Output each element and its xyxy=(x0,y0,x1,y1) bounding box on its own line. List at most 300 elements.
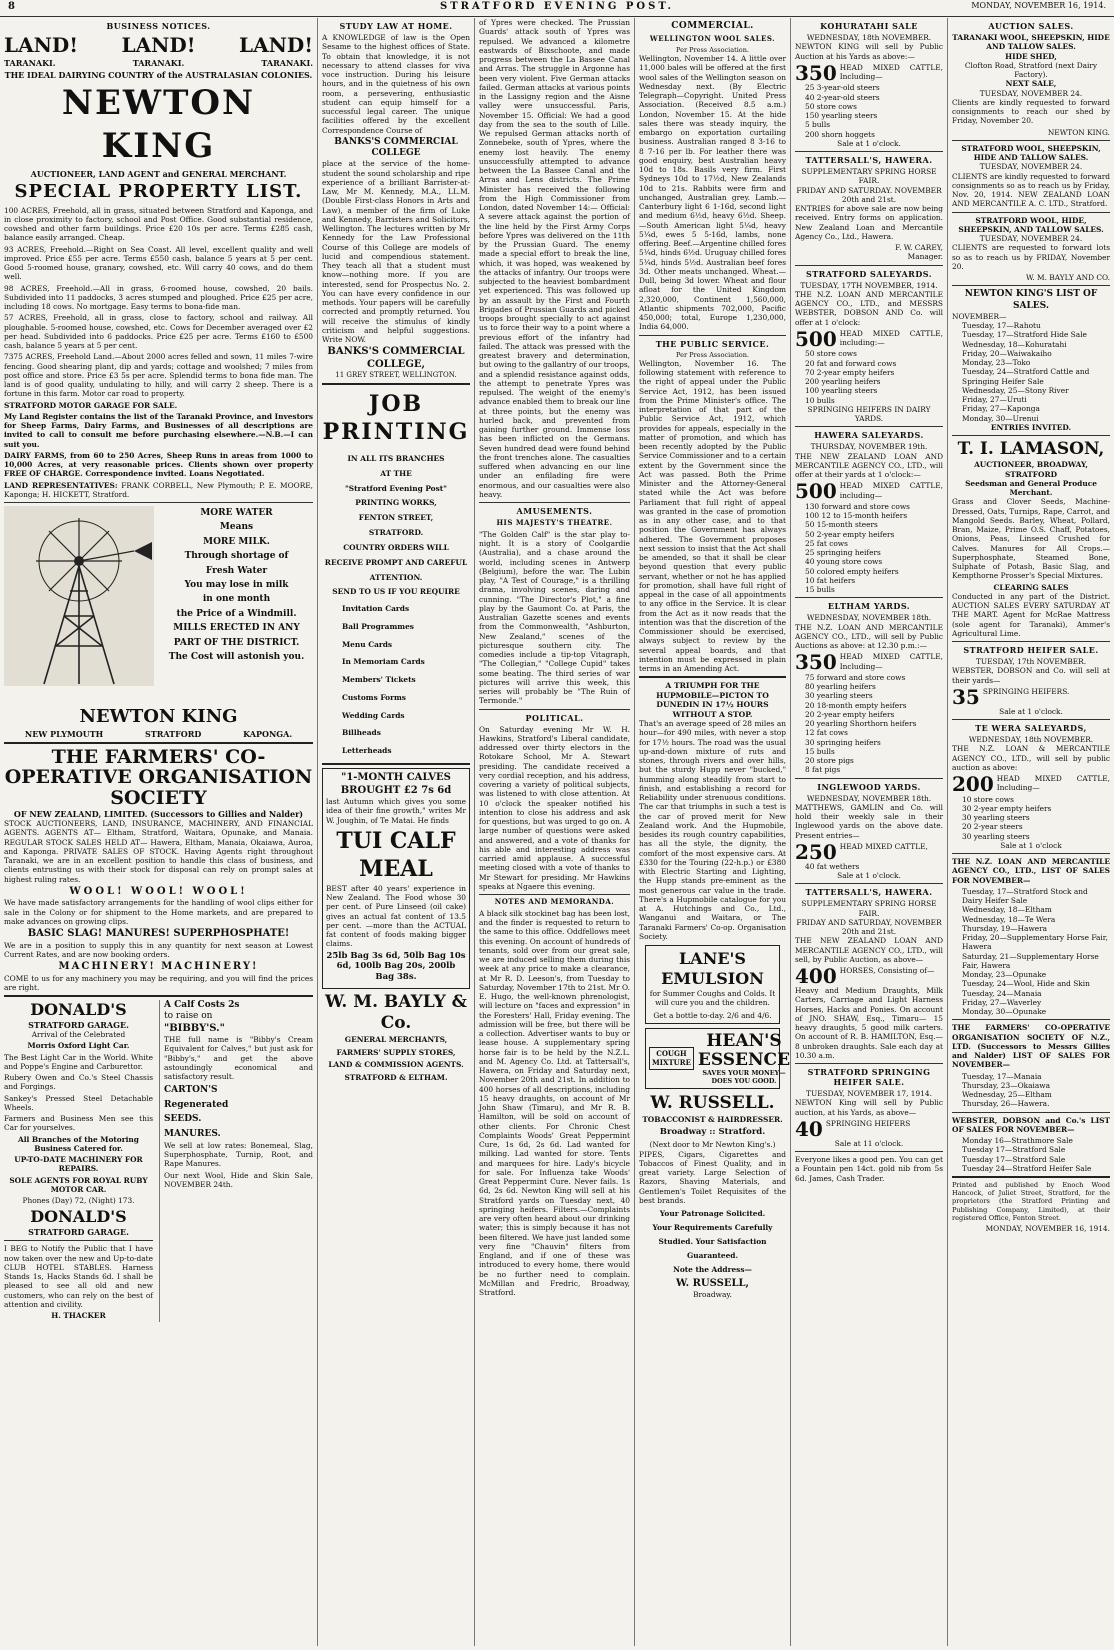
heifer-body: NEWTON King will sell by Public auction, at his Yards, as above— xyxy=(795,1098,943,1117)
wool-body: We have made satisfactory arrangements for the handling of wool clips either for sale in the Colony or for shipment to the Home markets, and are prepared to make advances on growing clips. xyxy=(4,898,313,926)
carey-name: F. W. CAREY, xyxy=(895,243,943,252)
hawera-date: THURSDAY, NOVEMBER 19th. xyxy=(810,442,928,452)
machinery-heading: MACHINERY! MACHINERY! xyxy=(58,961,259,973)
eltham-header: ELTHAM YARDS. xyxy=(827,601,911,612)
eltham-items xyxy=(795,673,943,775)
sale-list-item: Wednesday, 18—Kohuratahi xyxy=(962,339,1067,349)
fountain-pen-notice: Everyone likes a good pen. You can get a Fountain pen 14ct. gold nib from 5s 6d. James, Cash Trader. xyxy=(795,1155,943,1183)
ideal-dairying: THE IDEAL DAIRYING COUNTRY of the AUSTRALASIAN COLONIES. xyxy=(4,70,313,80)
te-wera-time: Sale at 1 o'clock xyxy=(1000,840,1062,850)
carey-title: Manager. xyxy=(907,252,943,262)
sale-item: 30 2-year empty heifers xyxy=(962,803,1052,813)
sale-list-item: Wednesday, 25—Eltham xyxy=(962,1090,1052,1099)
label-line: MIXTURE xyxy=(652,1057,691,1067)
heifer-sale-body: WEBSTER, DOBSON and Co. will sell at their yards— xyxy=(952,666,1110,685)
supp-fair-title: SUPPLEMENTARY SPRING HORSE FAIR. xyxy=(801,167,937,186)
sale-list-item: Tuesday 17—Stratford Sale xyxy=(962,1154,1066,1164)
sale-item: 8 fat pigs xyxy=(805,765,841,775)
kohuratahi-body: NEWTON KING will sell by Public Auction at his Yards as above:— xyxy=(795,42,943,61)
heans-sub: SAVES YOUR MONEY—DOES YOU GOOD. xyxy=(702,1069,786,1086)
stratford-hide-body: CLIENTS are requested to forward lots so as to reach us by FRIDAY, November 20. xyxy=(952,243,1110,271)
fcos-list xyxy=(952,1072,1110,1109)
te-wera-date: WEDNESDAY, 18th NOVEMBER. xyxy=(968,735,1094,744)
wd-list-title: WEBSTER, DOBSON and Co.'s LIST OF SALES FOR NOVEMBER— xyxy=(952,1115,1110,1134)
lanes-price: Get a bottle to-day. 2/6 and 4/6. xyxy=(653,1010,772,1020)
job-item: Menu Cards xyxy=(342,639,393,649)
sale-list-item: Tuesday, 24—Manaia xyxy=(962,988,1042,998)
sale-item: 20 yearling Shorthorn heifers xyxy=(805,719,917,728)
sale-list-item: Friday, 20—Waiwakaiho xyxy=(962,348,1052,358)
sale-item: 130 forward and store cows xyxy=(805,501,910,511)
land-word: LAND! xyxy=(121,33,196,57)
kohuratahi-date: WEDNESDAY, 18th NOVEMBER. xyxy=(806,33,932,42)
carton-line: MANURES. xyxy=(164,1128,221,1139)
sale-item: 12 fat cows xyxy=(805,728,848,738)
sale-item: 50 colored empty heifers xyxy=(805,566,899,576)
sale-item: 20 2-year empty heifers xyxy=(805,709,895,719)
press-association: Per Press Association. xyxy=(676,350,749,359)
auctioneer-line: AUCTIONEER, LAND AGENT and GENERAL MERCHANT. xyxy=(30,169,287,179)
carton-line: Regenerated xyxy=(164,1099,229,1110)
donalds-line: Phones (Day) 72, (Night) 173. xyxy=(22,1196,135,1206)
sale-list-item: Monday, 30—Opunake xyxy=(962,1007,1047,1016)
stratford-heifer-sale-header: STRATFORD HEIFER SALE. xyxy=(963,645,1099,655)
calf-title: A Calf Costs 2s xyxy=(164,1000,240,1011)
sale-item: 200 yearling heifers xyxy=(805,377,881,386)
column-3 xyxy=(475,18,635,1646)
te-wera-head: HEAD MIXED CATTLE, Including— xyxy=(996,774,1110,793)
page-number: 8 xyxy=(8,1,15,12)
te-wera-header: TE WERA SALEYARDS, xyxy=(975,723,1087,733)
stratford-head: HEAD MIXED CATTLE, including:— xyxy=(839,328,943,347)
sale-list-item: Thursday, 23—Okaiawa xyxy=(962,1080,1051,1090)
nk-list-title: NEWTON KING'S LIST OF SALES. xyxy=(964,289,1098,311)
sale-item: 80 yearling heifers xyxy=(805,682,876,691)
windmill-icon xyxy=(4,506,154,686)
windmill-footer-name: NEWTON KING xyxy=(79,706,238,727)
theatre-header: HIS MAJESTY'S THEATRE. xyxy=(496,518,613,527)
kohuratahi-time: Sale at 1 o'clock. xyxy=(837,138,901,148)
job-item: Billheads xyxy=(342,728,381,738)
land-word: LAND! xyxy=(239,33,313,57)
eltham-date: WEDNESDAY, NOVEMBER 18th. xyxy=(806,613,932,623)
horses-head: HORSES, Consisting of— xyxy=(839,966,935,975)
donalds-footer-sub: STRATFORD GARAGE. xyxy=(28,1227,129,1238)
windmill-line: You may lose in milk xyxy=(184,579,289,590)
windmill-line: MORE MILK. xyxy=(203,536,270,547)
inglewood-time: Sale at 1 o'clock. xyxy=(837,871,901,880)
russell-footer: W. RUSSELL, xyxy=(675,1277,750,1289)
representatives: FRANK CORBELL, New Plymouth; P. E. MOORE, Kaponga; H. HICKETT, Stratford. xyxy=(4,480,313,499)
machinery-body: COME to us for any machinery you may be requiring, and you will find the prices are right. xyxy=(4,973,313,992)
sale-list-item: Wednesday, 18—Te Wera xyxy=(962,914,1056,924)
heifer-sale-time: Sale at 1 o'clock. xyxy=(999,706,1063,716)
amusements-header: AMUSEMENTS. xyxy=(516,506,593,516)
horses-body: Heavy and Medium Draughts, Milk Carters, Carriage and Light Harness Horses, Hacks and Ponies. On account of JNO. SHAW, Esq., Timaru— 15 heavy draughts, 5 good milk carters. On account of R. B. HAMILTON, Esq.— 8 unbroken draughts. Sale each day at 10.30 a.m. xyxy=(795,986,943,1060)
special-property-list: SPECIAL PROPERTY LIST. xyxy=(14,181,303,202)
property-listing: 100 ACRES, Freehold, all in grass, situated between Stratford and Kaponga, and in close proximity to factory, school and Post Office. Good substantial residence, cowshed and other farm buildings. Price £20 10s per acre. Terms £285 cash, balance easily arranged. Cheap. xyxy=(4,205,313,243)
stratford-wool-date: TUESDAY, NOVEMBER 24. xyxy=(979,162,1083,172)
windmill-line: The Cost will astonish you. xyxy=(168,651,305,662)
wool-report: Wellington, November 14. A little over 11,000 bales will be offered at the first wool sales of the Wellington season on Wednesday next. (By Electric Telegraph—Copyright. United Press Association. (Received 8.5 a.m.) London, November 15. At the hide sales there was steady inquiry, the embargo on exportation curtailing business. Australian ranged 8 3-16 to 8 7-16 per lb. For leather there was good enquiry, best Australian heavy 10d to 18s. Basils very firm. First Sydneys 10d to 17½d, New Zealands 10d to 21s. Rabbits were firm and unchanged, Australian grey. Lamb.—Canterbury light 6 1-16d, second light and medium 6½d, heavy 6½d. Sheep.—South American light 5¼d, heavy 5¼d, ewes 5 5-16d, lambs, none offering. Beef.—Argentine chilled fores 5¼d, hinds 6½d. Uruguay chilled fores 5¼d, hinds 5½d. Australian beef fores 3d. Other meats unchanged. Wheat.—Dull, being 3d lower. Wheat and flour afloat for the United Kingdom 2,320,000, Continent 1,560,000, Atlantic shipments 702,000, Pacific 450,000; total, Europe 1,230,000, India 64,000. xyxy=(639,54,786,332)
sale-list-item: Tuesday, 17—Stratford Hide Sale xyxy=(962,330,1087,340)
imprint-date: MONDAY, NOVEMBER 16, 1914. xyxy=(985,1224,1110,1234)
job-line: ATTENTION. xyxy=(369,572,423,582)
stratford-wool-body: CLIENTS are kindly requested to forward consignments so as to reach us by Friday, Nov. 20, 1914. NEW ZEALAND LOAN AND MERCANTILE A. C. LTD., Stratford. xyxy=(952,171,1110,209)
stratford-items xyxy=(795,349,943,405)
sale-list-item: Tuesday, 24—Wool, Hide and Skin xyxy=(962,979,1090,989)
nk-list xyxy=(952,321,1110,423)
land-word: LAND! xyxy=(4,33,78,57)
hawera-count: 500 xyxy=(795,479,837,504)
sale-item: 10 fat heifers xyxy=(805,575,856,585)
sale-list-item: Tuesday 17—Stratford Sale xyxy=(962,1145,1066,1155)
inglewood-date: WEDNESDAY, NOVEMBER 18th. xyxy=(806,793,932,803)
law-body: A KNOWLEDGE of law is the Open Sesame to the highest offices of State. To obtain that knowledge, it is not necessary to attend classes for viva voce instruction. During his leisure hours, and in the quietness of his own room, a persevering, enthusiastic student can equip himself for a successful legal career. The unique facilities offered by the excellent Correspondence Course of xyxy=(322,33,470,135)
next-sale-body: Clients are kindly requested to forward consignments to reach our shed by Friday, November 20. xyxy=(952,97,1110,126)
tui-title: TUI CALF MEAL xyxy=(336,827,456,883)
land-banner xyxy=(4,33,313,58)
dairy-farms: DAIRY FARMS, from 60 to 250 Acres, Sheep Runs in areas from 1000 to 10,000 Acres, at very reasonable prices. Clients shown over property FREE OF CHARGE. Correspondence invited. Loans Negotiated. xyxy=(4,450,313,479)
carton-body: We sell at low rates: Bonemeal, Slag, Superphosphate, Turnip, Root, and Rape Manures. xyxy=(164,1140,313,1169)
label-line: COUGH xyxy=(656,1048,687,1058)
sale-item: 25 springing heifers xyxy=(805,548,881,557)
tui-prices: 25lb Bag 3s 6d, 50lb Bag 10s 6d, 100lb Bag 20s, 200lb Bag 38s. xyxy=(326,950,466,982)
issue-date: MONDAY, NOVEMBER 16, 1914. xyxy=(971,1,1106,10)
public-service-body: Wellington, November 16. The following statement with reference to the right of appeal under the Public Service Act, 1912, has been issued from the Prime Minister's office. The interpretation of that part of the Public Service Act, 1912, which provides for appeals, especially in the matter of promotion, and which has been recently adopted by the Public Service Commissioner and to a certain extent by the Government since the Act was passed. Both the Prime Minister and the Attorney-General stated while the Act was before Parliament that full right of appeal was granted in the case of promotion as in any other case, and to that position the Government has always adhered. The Government proposes next session to insist that the Act shall be amended, so that it shall be clear beyond question that every public servant, whether or not he has applied for promotion, shall have full right of appeal in the case of all appointments to any office in the Service. It is clear from the Act as it now reads that the intention was that the discretion of the Commissioner should be exercised, always subject to review by the several appeal boards, and that intention must be expressed in plain terms in an Amending Act. xyxy=(639,358,786,673)
sale-item: 20 fat and forward cows xyxy=(805,358,897,368)
sale-item: 100 12 to 15-month heifers xyxy=(805,511,908,520)
political-header: POLITICAL. xyxy=(525,712,584,723)
job-line: PRINTING WORKS, xyxy=(355,498,437,508)
te-wera-items xyxy=(952,795,1110,841)
kohuratahi-items xyxy=(795,83,943,139)
russell-body: PIPES, Cigars, Cigarettes and Tobaccos of Finest Quality, and in great variety. Large Selection of Razors, Shaving Materials, and Gentlemen's Toilet Requisites of the best brands. xyxy=(639,1149,786,1205)
carton-line: SEEDS. xyxy=(164,1114,202,1125)
stratford-body: THE N.Z. LOAN AND MERCANTILE AGENCY CO., LTD., and MESSRS WEBSTER, DOBSON AND Co. will offer at 1 o'clock: xyxy=(795,289,943,327)
te-wera-count: 200 xyxy=(952,772,994,796)
sale-list-item: Tuesday, 17—Rahotu xyxy=(962,321,1041,330)
law-title: STUDY LAW AT HOME. xyxy=(339,21,453,31)
lanes-title: LANE'S EMULSION xyxy=(661,949,764,989)
sale-item: 30 springing heifers xyxy=(805,737,881,747)
taranaki-word: TARANAKI. xyxy=(132,58,185,68)
imprint: Printed and published by Enoch Wood Hancock, of Juliet Street, Stratford, for the proprietors (the Stratford Printing and Publishing Company, Limited), at their registered Office, Fenton Street. xyxy=(952,1181,1110,1222)
sale-list-item: Wednesday, 25—Stony River xyxy=(962,385,1069,395)
sale-item: 30 yearling steers xyxy=(962,813,1030,822)
sale-list-item: Wednesday, 18—Eltham xyxy=(962,905,1052,915)
sale-list-item: Friday, 27—Uruti xyxy=(962,395,1027,404)
sale-list-item: Tuesday, 17—Manaia xyxy=(962,1071,1042,1081)
job-item: Ball Programmes xyxy=(342,621,414,631)
nzl-list xyxy=(952,887,1110,1017)
sale-item: 100 yearling steers xyxy=(805,386,878,396)
russell-next-door: (Next door to Mr Newton King's.) xyxy=(649,1140,776,1150)
fcos-subtitle: OF NEW ZEALAND, LIMITED. (Successors to Gillies and Nalder) xyxy=(13,809,304,820)
supp-fair-date: FRIDAY AND SATURDAY. NOVEMBER 20th and 21st. xyxy=(796,185,942,204)
column-5 xyxy=(791,18,948,1646)
nzl-list-title: THE N.Z. LOAN AND MERCANTILE AGENCY CO., LTD., LIST OF SALES FOR NOVEMBER— xyxy=(952,857,1110,885)
press-association: Per Press Association. xyxy=(676,46,749,54)
sale-item: 50 2-year empty heifers xyxy=(805,529,895,539)
commercial-header: COMMERCIAL. xyxy=(671,21,754,31)
hawera-saleyards-header: HAWERA SALEYARDS. xyxy=(814,430,924,441)
sale-item: 25 3-year-old steers xyxy=(805,83,880,93)
property-listing: 7375 ACRES, Freehold Land.—About 2000 acres felled and sown, 11 miles 7-wire fencing. Good shearing plant, dip and yards; cottage and woolshed; 7 miles from post office and store. Price £3 5s per acre. Splendid terms to bona fide man. The land is of good quality, undulating to hilly, and will carry 2 sheep. There is a fortune in this farm. Motor car road to property. xyxy=(4,352,313,399)
taranaki-word: TARANAKI. xyxy=(261,58,313,68)
newspaper-title: STRATFORD EVENING POST. xyxy=(440,1,674,12)
calf-sub: to raise on xyxy=(164,1011,213,1022)
column-4 xyxy=(635,18,791,1646)
fcos-list-title: THE FARMERS' CO-OPERATIVE ORGANISATION SOCIETY OF N.Z., LTD. (Successors to Messrs Gillies and Nalder) LIST OF SALES FOR NOVEMBER— xyxy=(952,1023,1110,1070)
job-item: Letterheads xyxy=(342,746,392,756)
eltham-head: HEAD MIXED CATTLE, Including— xyxy=(839,652,943,671)
heifer-sale-count: 35 xyxy=(952,684,980,709)
hawera-items xyxy=(795,502,943,595)
sale-list-item: Friday, 27—Waverley xyxy=(962,997,1042,1007)
bibbys-ad xyxy=(159,1000,313,1322)
russell-address: Broadway :: Stratford. xyxy=(659,1126,766,1137)
fcos-title: THE FARMERS' CO-OPERATIVE ORGANISATION SOCIETY xyxy=(4,745,313,810)
carton-line: CARTON'S xyxy=(164,1085,218,1096)
stratford-count: 500 xyxy=(795,326,837,351)
place-name: NEW PLYMOUTH xyxy=(24,728,104,739)
sale-item: 200 shorn hoggets xyxy=(805,129,875,139)
lamason-sub: AUCTIONEER, BROADWAY, STRATFORD xyxy=(974,460,1088,479)
sale-list-item: Monday 16—Strathmore Sale xyxy=(962,1136,1073,1145)
taranaki-word: TARANAKI. xyxy=(4,58,56,68)
heifer-date: TUESDAY, NOVEMBER 17, 1914. xyxy=(806,1089,932,1098)
sale-item: 50 store cows xyxy=(805,101,857,111)
sale-list-item: Monday, 23—Toko xyxy=(962,358,1031,367)
bayly-title: W. M. BAYLY & Co. xyxy=(324,991,468,1033)
tattersalls-header: TATTERSALL'S, HAWERA. xyxy=(805,155,933,165)
sale-item: 20 18-month empty heifers xyxy=(805,700,907,710)
windmill-line: MILLS ERECTED IN ANY PART OF THE DISTRICT. xyxy=(173,623,300,648)
lower-ads xyxy=(4,1000,313,1322)
sale-list-item: Friday, 20—Supplementary Horse Fair, Hawera xyxy=(962,933,1108,952)
notes-body: A black silk stockinet bag has been lost, and the finder is requested to return to the same to this office. Oddfellows meet this evening. On account of hundreds of tenants, sold over from our great sale, we are induced selling them during this week at any price to make a clearance, at Mr R. D. Leeson's, from Tuesday to Saturday, November 17th to 21st. Mr O. E. Hugo, the well-known phrenologist, will lecture on "faces and expression" in the Foresters' Hall, Friday evening. The admission will be free, but there will be a collection. Advertiser wants to buy or lease house. A supplementary spring horse fair is to be held by the N.Z.L. and M. Agency Co. Ltd. at Tattersall's, Hawera, on Friday and Saturday next, November 20th and 21st. In addition to 400 horses of all descriptions, including 15 heavy draughts, on account of Mr John Shaw (Timaru), and Mr R. B. Hamilton, will be sold on account of other clients. For Chronic Chest Complaints Woods' Great Peppermint Cure, 1s 6d, 2s 6d. Lad wanted for milking. Lad wanted for store. Tents and marquees for hire. Lady's bicycle for sale. For Influenza take Woods' Great Peppermint Cure. Never fails. 1s 6d, 2s 6d. Newton King will sell at his Stratford yards on Tuesday next, 40 springing heifers. Filters.—Complaints are very often heard about our drinking water; this is simply because it has not been filtered. We have just landed some very fine "Chauvin" filters from England, and if one of these was introduced to every home, there would be no further need to complain. McMillan and Fredric, Broadway, Stratford. xyxy=(479,908,630,1297)
business-notices-header: BUSINESS NOTICES. xyxy=(106,21,211,31)
heifer-count: 40 xyxy=(795,1116,823,1141)
job-line: AT THE xyxy=(380,468,412,478)
representatives-label: LAND REPRESENTATIVES: xyxy=(4,480,118,490)
land-register: My Land Register contains the list of the Taranaki Province, and Investors for Sheep Farms, Dairy Farms, and Businesses of all descriptions are invited to call to consult me before purchasing elsewhere.—N.B.—I can suit you. xyxy=(4,411,313,449)
job-line: "Stratford Evening Post" xyxy=(344,483,448,493)
stratford-wool-title: STRATFORD WOOL, SHEEPSKIN, HIDE AND TALLOW SALES. xyxy=(961,143,1101,162)
job-line: STRATFORD. xyxy=(368,528,424,538)
windmill-line: Means xyxy=(219,522,254,533)
newton-king-sign: NEWTON KING. xyxy=(1047,127,1110,137)
russell-footer-2: Broadway. xyxy=(693,1290,732,1299)
sale-item: 150 yearling steers xyxy=(805,111,878,120)
banks-title: BANKS'S COMMERCIAL COLLEGE xyxy=(334,136,458,158)
lamason-title: T. I. LAMASON, xyxy=(957,439,1105,459)
bayly-line: GENERAL MERCHANTS, xyxy=(344,1035,448,1045)
sale-list-item: Tuesday 24—Stratford Heifer Sale xyxy=(962,1163,1092,1173)
entries-invited: ENTRIES INVITED. xyxy=(990,422,1072,432)
donalds-line: UP-TO-DATE MACHINERY FOR REPAIRS. xyxy=(14,1155,143,1174)
column-2 xyxy=(318,18,475,1646)
stratford-heifer-header: STRATFORD SPRINGING HEIFER SALE. xyxy=(807,1067,931,1087)
property-listing: 57 ACRES, Freehold, all in grass, close to factory, school and railway. All ploughable. 5-roomed house, cowshed, etc. Cows for December averaged over £2 per head. Subdivided into 6 paddocks. Price £25 per acre. Terms £160 to £500 cash, balance 5 years at 5 per cent. xyxy=(4,313,313,350)
donalds-line: All Branches of the Motoring Business Catered for. xyxy=(18,1134,139,1153)
wool-sales-header: WELLINGTON WOOL SALES. xyxy=(649,34,776,44)
kohuratahi-count: 350 xyxy=(795,60,837,85)
column-1 xyxy=(0,18,318,1646)
russell-title: W. RUSSELL. xyxy=(650,1093,775,1114)
russell-line: Note the Address— xyxy=(673,1265,752,1275)
job-items xyxy=(322,600,470,760)
tattersalls-2-header: TATTERSALL'S, HAWERA. xyxy=(805,887,933,898)
inglewood-items xyxy=(795,862,943,871)
russell-lines xyxy=(639,1207,786,1277)
hide-shed-address: Clofton Road, Stratford (next Dairy Factory). xyxy=(964,60,1098,79)
windmill-line: MORE WATER xyxy=(200,508,273,518)
clearing-sales: CLEARING SALES xyxy=(993,582,1069,592)
carton-lines xyxy=(164,1083,313,1141)
bayly-line: LAND & COMMISSION AGENTS. xyxy=(328,1060,464,1070)
newton-king-title: NEWTON KING xyxy=(61,83,256,166)
wool-heading: WOOL! WOOL! WOOL! xyxy=(69,885,248,897)
sale-item: 30 yearling steers xyxy=(805,691,873,701)
heans-essence-ad xyxy=(645,1028,791,1089)
lamason-seeds: Seedsman and General Produce Merchant. xyxy=(965,478,1097,497)
job-line: FENTON STREET, xyxy=(358,513,434,523)
taranaki-row xyxy=(4,58,313,68)
sale-list-item: Tuesday, 17—Stratford Stock and Dairy Heifer Sale xyxy=(962,886,1088,905)
sale-list-item: Thursday, 19—Hawera xyxy=(962,923,1048,933)
job-lines xyxy=(322,452,470,600)
banks-address: 11 GREY STREET, WELLINGTON. xyxy=(335,371,457,380)
bayly-lines xyxy=(322,1034,470,1084)
auction-sales-header: AUCTION SALES. xyxy=(988,21,1074,31)
basic-slag-heading: BASIC SLAG! MANURES! SUPERPHOSPHATE! xyxy=(27,928,290,940)
hawera-head: HEAD MIXED CATTLE, including— xyxy=(839,481,943,500)
sale-item: 40 fat wethers xyxy=(805,861,860,871)
hupmobile-title: A TRIUMPH FOR THE HUPMOBILE—PICTON TO DUNEDIN IN 17½ HOURS WITHOUT A STOP. xyxy=(656,681,769,719)
sale-item: 50 15-month steers xyxy=(805,520,878,530)
wd-list xyxy=(952,1136,1110,1173)
stratford-hide-title: STRATFORD WOOL, HIDE, SHEEPSKIN, AND TALLOW SALES. xyxy=(958,215,1104,234)
inglewood-head: HEAD MIXED CATTLE, xyxy=(839,841,928,851)
sale-item: 10 bulls xyxy=(805,395,835,405)
kohuratahi-head: HEAD MIXED CATTLE, Including— xyxy=(839,62,943,81)
springing-heifers: SPRINGING HEIFERS IN DAIRY YARDS. xyxy=(807,404,931,423)
calves-title: "1-MONTH CALVES BROUGHT £2 7s 6d xyxy=(340,772,452,796)
job-item: In Memoriam Cards xyxy=(342,657,425,667)
sale-item: 25 fat cows xyxy=(805,538,848,548)
donalds-line: Farmers and Business Men see this Car for yourselves. xyxy=(4,1114,153,1133)
place-name: KAPONGA. xyxy=(243,728,293,739)
job-line: IN ALL ITS BRANCHES xyxy=(347,454,445,463)
windmill-line: Through shortage of xyxy=(184,551,289,562)
war-report: of Ypres were checked. The Prussian Guards' attack south of Ypres was repulsed. We advanced a kilometre eastwards of Bixschoote, and made progress between the La Bassee Canal and Arras. The struggle in Argonne has been very violent. Five German attacks failed. German attacks at various points in the Lassigny region and the Aisne valley were unsuccessful. Paris, November 15. Official: We had a good day from the sea to the south of Lille. We repulsed German attacks north of Zonnebeke, south of Ypres, where the enemy lost heavily. The enemy unsuccessfully attempted to advance between the La Bassee Canal and the Arras and Lens districts. The Prime Minister has received the following from the High Commissioner from London, dated November 14:— Official: A severe attack against the portion of the line held by the First Army Corps before Ypres was delivered on the 11th by the Prussian Guard. The enemy made a special effort to break the line, which, it was hoped, was weakened by the attacks of infantry. Our troops were subjected to the heaviest bombardment yet experienced. This was followed up by an assault by the First and Fourth Brigades of Prussian Guards and picked troops brought specially to act against us to force their way to a point where a previous effort of the infantry had failed. The attack was pressed with the greatest bravery and determination, but owing to the gallantry of our troops, and a splendid resistance against odds, the attempt to penetrate Ypres was repulsed. The weight of the enemy's advance enabled them to break our line at three points, but the enemy was hurled back, and prevented from gaining further ground. Immense loss has been inflicted on the Germans. Seven hundred dead were found behind the front trenches alone. The casualties suffered when advancing en our line under an enfilading fire were enormous, and our casualties were also heavy. xyxy=(479,18,630,499)
bibbys-body: THE full name is "Bibby's Cream Equivalent for Calves," but just ask for "Bibby's," and get the above astoundingly economical and satisfactory result. xyxy=(164,1035,313,1082)
hawera-body: THE NEW ZEALAND LOAN AND MERCANTILE AGENCY CO., LTD., will offer at their yards at 1 o'clock:— xyxy=(795,451,943,479)
eltham-count: 350 xyxy=(795,650,837,675)
sale-item: 40 young store cows xyxy=(805,557,883,567)
donalds-line: Arrival of the Celebrated xyxy=(31,1030,126,1040)
bibbys-name: "BIBBY'S." xyxy=(164,1022,225,1034)
supp-fair-2-body: THE NEW ZEALAND LOAN AND MERCANTILE AGENCY CO., LTD., will sell, by Public Auction, as above— xyxy=(795,936,943,964)
nk-month: NOVEMBER— xyxy=(952,311,1007,321)
bayly-sign: W. M. BAYLY AND CO. xyxy=(1026,273,1110,282)
sale-item: 15 bulls xyxy=(805,746,835,756)
job-item: Invitation Cards xyxy=(342,604,410,614)
banks-footer: BANKS'S COMMERCIAL COLLEGE, xyxy=(327,346,465,370)
sale-item: 40 2-year-old steers xyxy=(805,92,880,102)
russell-line: Your Patronage Solicited. xyxy=(659,1209,766,1219)
inglewood-body: MATTHEWS, GAMLIN and Co. will hold their weekly sale in their Inglewood yards on the above date. Present entries— xyxy=(795,802,943,840)
job-line: RECEIVE PROMPT AND CAREFUL xyxy=(324,557,468,567)
place-name: STRATFORD xyxy=(145,728,202,739)
next-sale: NEXT SALE, xyxy=(1005,79,1057,89)
notes-header: NOTES AND MEMORANDA. xyxy=(494,897,615,906)
fcos-body: STOCK AUCTIONEERS, LAND, INSURANCE, MACHINERY, AND FINANCIAL AGENTS. AGENTS AT— Eltham, Stratford, Waitara, Opunake, and Manaia. REGULAR STOCK SALES HELD AT— Hawera, Eltham, Manaia, Okaiawa, Auroa, and Kaponga. PRIVATE SALES OF STOCK. Having Agents right throughout Taranaki, we are in an excellent position to handle this class of business, and clients entrusting us with their stock for disposal can rely on prompt sales at highest ruling rates. xyxy=(4,819,313,884)
sale-list-item: Thursday, 26—Hawera. xyxy=(962,1099,1050,1109)
clearing-body: Conducted in any part of the District. AUCTION SALES EVERY SATURDAY AT THE MART. Agent for McRae Mattress (sole agent for Taranaki), Ammer's Agricultural Lime. xyxy=(952,591,1110,638)
sale-item: 30 yearling steers xyxy=(962,831,1030,841)
property-listing: 93 ACRES, Freehold.—Right on Sea Coast. All level, excellent quality and well improved. Price £55 per acre. Terms £550 cash, balance 5 years at 5 per cent. Good 5-roomed house, granary, cowshed, etc. Will carry 40 cows, and do them well. xyxy=(4,244,313,282)
sale-item: 20 store pigs xyxy=(805,756,854,765)
cough-mixture-label xyxy=(649,1047,694,1071)
donalds-ad xyxy=(4,1000,153,1322)
stratford-hide-date: TUESDAY, NOVEMBER 24. xyxy=(979,234,1083,243)
stratford-date: TUESDAY, 17TH NOVEMBER, 1914. xyxy=(800,280,938,290)
bayly-line: STRATFORD & ELTHAM. xyxy=(344,1072,448,1082)
donalds-title: DONALD'S xyxy=(30,1000,127,1020)
hide-shed: HIDE SHED, xyxy=(1005,51,1057,61)
eltham-body: THE N.Z. LOAN AND MERCANTILE AGENCY CO., LTD., will sell by Public Auctions as above: at 12.30 p.m.:— xyxy=(795,622,943,650)
russell-sub: TOBACCONIST & HAIRDRESSER. xyxy=(642,1114,783,1124)
job-line: COUNTRY ORDERS WILL xyxy=(343,542,449,552)
slag-body: We are in a position to supply this in any quantity for next season at Lowest Current Rates, and are now booking orders. xyxy=(4,940,313,959)
lanes-emulsion-ad xyxy=(645,945,780,1024)
windmill-line: Fresh Water xyxy=(205,565,268,576)
inglewood-count: 250 xyxy=(795,839,837,864)
windmill-line: in one month xyxy=(202,594,271,605)
russell-line: Your Requirements Carefully Studied. Your Satisfaction Guaranteed. xyxy=(652,1223,773,1261)
sale-item: 20 2-year steers xyxy=(962,822,1023,832)
column-6 xyxy=(948,18,1114,1646)
job-printing-title: JOB PRINTING xyxy=(322,391,470,445)
tui-body: BEST after 40 years' experience in New Zealand. The Food whose 30 per cent. of Pure Linseed (oil cake) gives an actual fat content of 13.5 per cent. —more than the ACTUAL fat content of foods making bigger claims. xyxy=(326,883,466,949)
stratford-saleyards-header: STRATFORD SALEYARDS. xyxy=(805,268,933,279)
next-sale-date: TUESDAY, NOVEMBER 24. xyxy=(979,88,1083,98)
heifer-sale-head: SPRINGING HEIFERS. xyxy=(982,686,1070,696)
sale-list-item: Monday, 23—Opunake xyxy=(962,970,1047,979)
sale-list-item: Saturday, 21—Supplementary Horse Fair, Hawera xyxy=(962,951,1099,970)
windmill-footer-places xyxy=(4,729,313,739)
donalds-subtitle: STRATFORD GARAGE. xyxy=(28,1020,129,1031)
job-item: Wedding Cards xyxy=(342,710,405,720)
donalds-footer: DONALD'S xyxy=(30,1207,127,1227)
supp-fair-2-date: FRIDAY AND SATURDAY, NOVEMBER 20th and 21st. xyxy=(796,917,942,936)
sale-list-item: Monday, 30—Urenui xyxy=(962,413,1039,423)
public-service-header: THE PUBLIC SERVICE. xyxy=(655,338,770,349)
hupmobile-body: That's an average speed of 28 miles an hour—for 490 miles, with never a stop for 17½ hours. The road was the usual up-and-down mixture of ruts and stones, through rivers and over hills, but the sturdy Hupp never "bucked," humming along steadily from start to finish, and establishing a record for Reliability under strenuous conditions. The car that triumphs in such a test is the car of proved merit for New Zealand work. And the Hupmobile, besides its rough country capabilities, has all the style, the dignity, the comfort of the most expensive cars. At £330 for the Touring (22-h.p.) or £380 with Electric Starting and Lighting, the Hupp stands pre-eminent as the most generous car value in the trade. There's a Hupmobile catalogue for you at A. Hutchings and Co., Ltd., Wanganui and Waitara, or The Taranaki Farmers' Co-op. Organisation Society. xyxy=(639,719,786,941)
political-body: On Saturday evening Mr W. H. Hawkins, Stratford's Liberal candidate, addressed over thirty electors in the Rotokare School, Mr A. Stewart presiding. The candidate received a very cordial reception, and his address, covering a variety of political subjects, was listened to with close attention. At 10 o'clock the speaker notified his intention to close his address and ask for questions, but was urged to go on. A large number of questions were asked and answered, and a vote of thanks for his able and interesting address was carried amid applause. A successful meeting closed with a vote of thanks to Mr Stewart for presiding. Mr Hawkins speaks at Ngaere this evening. xyxy=(479,724,630,891)
sale-item: 5 bulls xyxy=(805,120,831,130)
sale-item: 70 2-year empty heifers xyxy=(805,367,895,377)
taranaki-wool-title: TARANAKI WOOL, SHEEPSKIN, HIDE AND TALLOW SALES. xyxy=(952,33,1110,52)
windmill-line: the Price of a Windmill. xyxy=(176,608,297,619)
job-item: Members' Tickets xyxy=(342,675,416,685)
sale-item: 10 store cows xyxy=(962,794,1014,804)
heifer-time: Sale at 11 o'clock. xyxy=(834,1138,904,1148)
calves-body: last Autumn which gives you some idea of their fine growth," writes Mr W. Joughin, of Te Matai. He finds xyxy=(326,797,466,825)
